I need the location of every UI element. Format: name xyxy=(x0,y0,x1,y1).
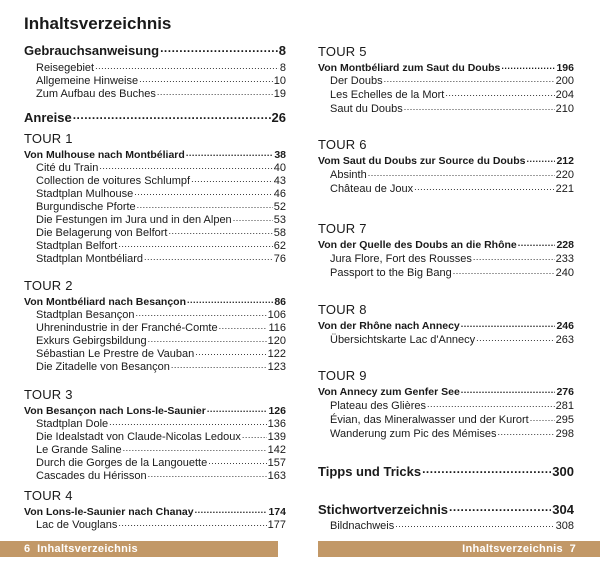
footer-page-label: 6 Inhaltsverzeichnis xyxy=(24,543,138,555)
toc-entry-stichwortverzeichnis[interactable] xyxy=(318,501,574,517)
leader-dots xyxy=(157,86,273,97)
toc-entry-label: Sébastian Le Prestre de Vauban xyxy=(36,348,195,360)
toc-entry-label: Anreise xyxy=(24,110,72,125)
tour-label: TOUR 8 xyxy=(318,302,367,317)
leader-dots xyxy=(95,60,279,71)
leader-dots xyxy=(368,167,555,178)
toc-entry-anreise[interactable] xyxy=(24,109,286,125)
toc-page-number: 228 xyxy=(556,238,574,251)
toc-page-number: 177 xyxy=(267,519,286,531)
toc-entry-label: Burgundische Pforte xyxy=(36,201,136,213)
toc-subentry[interactable] xyxy=(24,199,286,213)
toc-entry-label: Zum Aufbau des Buches xyxy=(36,88,156,100)
toc-page-number: 210 xyxy=(555,103,574,115)
toc-entry-label: Von der Rhône nach Annecy xyxy=(318,319,460,332)
toc-entry-label: Passport to the Big Bang xyxy=(330,267,452,279)
toc-page-number: 43 xyxy=(273,175,286,187)
toc-subentry[interactable] xyxy=(318,167,574,181)
toc-subentry[interactable] xyxy=(318,412,574,426)
leader-dots xyxy=(473,251,555,262)
toc-entry-label: Bildnachweis xyxy=(330,520,395,532)
toc-subentry[interactable] xyxy=(318,87,574,101)
toc-tour-heading[interactable] xyxy=(318,153,574,167)
leader-dots xyxy=(148,333,267,344)
tour-label: TOUR 3 xyxy=(24,387,73,402)
toc-entry-tipps[interactable] xyxy=(318,463,574,479)
leader-dots xyxy=(384,73,555,84)
leader-dots xyxy=(395,518,554,529)
toc-entry-label: Von Montbéliard nach Besançon xyxy=(24,295,186,308)
toc-entry-label: Von Annecy zum Genfer See xyxy=(318,385,460,398)
toc-page-number: 212 xyxy=(556,154,574,167)
leader-dots xyxy=(195,346,266,357)
toc-page-number: 62 xyxy=(273,240,286,252)
toc-page-number: 40 xyxy=(273,162,286,174)
toc-tour-heading[interactable] xyxy=(24,504,286,518)
toc-entry-label: Jura Flore, Fort des Rousses xyxy=(330,253,472,265)
toc-tour-heading[interactable] xyxy=(318,318,574,332)
toc-subentry[interactable] xyxy=(24,60,286,74)
toc-subentry[interactable] xyxy=(24,455,286,469)
toc-page-number: 163 xyxy=(267,470,286,482)
toc-entry-label: Cascades du Hérisson xyxy=(36,470,147,482)
page-title: Inhaltsverzeichnis xyxy=(24,14,172,33)
toc-page-number: 298 xyxy=(555,428,574,440)
toc-subentry[interactable] xyxy=(24,320,286,334)
toc-subentry[interactable] xyxy=(24,359,286,373)
leader-dots xyxy=(171,359,267,370)
toc-subentry[interactable] xyxy=(24,517,286,531)
toc-page-number: 281 xyxy=(555,400,574,412)
toc-page-number: 46 xyxy=(273,188,286,200)
leader-dots xyxy=(530,412,555,423)
toc-page-number: 221 xyxy=(555,183,574,195)
tour-label: TOUR 4 xyxy=(24,488,73,503)
toc-entry-label: Tipps und Tricks xyxy=(318,464,422,479)
toc-page-number: 120 xyxy=(267,335,286,347)
toc-entry-label: Übersichtskarte Lac d'Annecy xyxy=(330,334,476,346)
toc-page-number: 263 xyxy=(555,334,574,346)
toc-entry-label: Absinth xyxy=(330,169,367,181)
leader-dots xyxy=(195,504,268,515)
leader-dots xyxy=(461,384,556,395)
toc-subentry[interactable] xyxy=(24,251,286,265)
toc-entry-label: Durch die Gorges de la Langouette xyxy=(36,457,208,469)
toc-entry-label: Exkurs Gebirgsbildung xyxy=(36,335,147,347)
toc-tour-heading[interactable] xyxy=(318,384,574,398)
toc-subentry[interactable] xyxy=(24,416,286,430)
toc-entry-label: Allgemeine Hinweise xyxy=(36,75,139,87)
toc-entry-label: Stadtplan Belfort xyxy=(36,240,118,252)
toc-entry-label: Stichwortverzeichnis xyxy=(318,502,449,517)
footer-bar-right xyxy=(318,541,600,557)
toc-page-number: 10 xyxy=(273,75,286,87)
leader-dots xyxy=(186,147,274,158)
toc-entry-label: Von Mulhouse nach Montbéliard xyxy=(24,148,185,161)
toc-page-number: 8 xyxy=(279,62,286,74)
toc-tour-heading[interactable] xyxy=(24,147,286,161)
toc-page-number: 304 xyxy=(552,502,574,517)
tour-label: TOUR 2 xyxy=(24,278,73,293)
leader-dots xyxy=(526,153,555,164)
toc-entry-gebrauchsanweisung[interactable] xyxy=(24,42,286,58)
toc-page-number: 174 xyxy=(268,505,286,518)
toc-subentry[interactable] xyxy=(24,333,286,347)
toc-subentry[interactable] xyxy=(318,426,574,440)
footer-page-label: Inhaltsverzeichnis 7 xyxy=(462,543,576,555)
toc-subentry[interactable] xyxy=(318,398,574,412)
toc-page-number: 126 xyxy=(268,404,286,417)
leader-dots xyxy=(99,160,272,171)
toc-tour-heading[interactable] xyxy=(24,294,286,308)
leader-dots xyxy=(461,318,556,329)
toc-page-number: 246 xyxy=(556,319,574,332)
toc-tour-heading[interactable] xyxy=(24,403,286,417)
toc-subentry[interactable] xyxy=(318,101,574,115)
leader-dots xyxy=(414,181,554,192)
toc-page-number: 142 xyxy=(267,444,286,456)
toc-page-number: 200 xyxy=(555,75,574,87)
toc-subentry[interactable] xyxy=(318,251,574,265)
toc-entry-label: Vom Saut du Doubs zur Source du Doubs xyxy=(318,154,526,167)
toc-subentry[interactable] xyxy=(318,73,574,87)
leader-dots xyxy=(134,186,273,197)
toc-page-number: 308 xyxy=(555,520,574,532)
toc-entry-label: Évian, das Mineralwasser und der Kurort xyxy=(330,414,529,426)
toc-tour-heading[interactable] xyxy=(318,237,574,251)
toc-entry-label: Plateau des Glières xyxy=(330,400,426,412)
toc-page-number: 300 xyxy=(552,464,574,479)
toc-page-number: 122 xyxy=(267,348,286,360)
toc-page-number: 136 xyxy=(267,418,286,430)
leader-dots xyxy=(476,332,554,343)
leader-dots xyxy=(123,442,267,453)
toc-entry-label: Von Besançon nach Lons-le-Saunier xyxy=(24,404,206,417)
toc-subentry[interactable] xyxy=(318,181,574,195)
toc-entry-label: Stadtplan Mulhouse xyxy=(36,188,134,200)
toc-entry-label: Le Grande Saline xyxy=(36,444,122,456)
leader-dots xyxy=(422,463,551,476)
toc-subentry[interactable] xyxy=(24,86,286,100)
leader-dots xyxy=(404,101,555,112)
toc-entry-label: Die Zitadelle von Besançon xyxy=(36,361,170,373)
toc-entry-label: Uhrenindustrie in der Franché-Comte xyxy=(36,322,218,334)
toc-entry-label: Der Doubs xyxy=(330,75,383,87)
leader-dots xyxy=(501,60,555,71)
toc-subentry[interactable] xyxy=(24,238,286,252)
toc-entry-label: Saut du Doubs xyxy=(330,103,403,115)
toc-entry-label: Château de Joux xyxy=(330,183,414,195)
tour-label: TOUR 6 xyxy=(318,137,367,152)
toc-page-number: 38 xyxy=(274,148,286,161)
toc-entry-label: Von Lons-le-Saunier nach Chanay xyxy=(24,505,194,518)
toc-subentry[interactable] xyxy=(24,468,286,482)
toc-page-number: 123 xyxy=(267,361,286,373)
leader-dots xyxy=(139,73,273,84)
toc-entry-label: Von der Quelle des Doubs an die Rhône xyxy=(318,238,517,251)
toc-subentry[interactable] xyxy=(24,225,286,239)
leader-dots xyxy=(160,42,278,55)
toc-entry-label: Die Festungen im Jura und in den Alpen xyxy=(36,214,232,226)
tour-label: TOUR 5 xyxy=(318,44,367,59)
leader-dots xyxy=(208,455,266,466)
toc-page-number: 53 xyxy=(273,214,286,226)
leader-dots xyxy=(242,429,267,440)
toc-page-number: 116 xyxy=(268,322,286,334)
toc-page-number: 19 xyxy=(273,88,286,100)
toc-page-number: 233 xyxy=(555,253,574,265)
leader-dots xyxy=(109,416,266,427)
toc-page-number: 58 xyxy=(273,227,286,239)
toc-page-number: 52 xyxy=(273,201,286,213)
toc-entry-label: Stadtplan Montbéliard xyxy=(36,253,144,265)
leader-dots xyxy=(449,501,551,514)
toc-subentry[interactable] xyxy=(318,518,574,532)
toc-page-number: 157 xyxy=(267,457,286,469)
toc-page-number: 295 xyxy=(555,414,574,426)
leader-dots xyxy=(144,251,273,262)
toc-entry-label: Stadtplan Dole xyxy=(36,418,109,430)
toc-entry-label: Cité du Train xyxy=(36,162,99,174)
toc-page-number: 106 xyxy=(267,309,286,321)
leader-dots xyxy=(518,237,556,248)
toc-entry-label: Collection de voitures Schlumpf xyxy=(36,175,191,187)
leader-dots xyxy=(137,199,273,210)
toc-subentry[interactable] xyxy=(24,346,286,360)
toc-subentry[interactable] xyxy=(318,265,574,279)
toc-entry-label: Stadtplan Besançon xyxy=(36,309,135,321)
toc-entry-label: Von Montbéliard zum Saut du Doubs xyxy=(318,61,501,74)
toc-page-number: 276 xyxy=(556,385,574,398)
leader-dots xyxy=(118,517,266,528)
tour-label: TOUR 1 xyxy=(24,131,73,146)
toc-tour-heading[interactable] xyxy=(318,60,574,74)
toc-subentry[interactable] xyxy=(24,173,286,187)
toc-entry-label: Gebrauchsanweisung xyxy=(24,43,160,58)
toc-entry-label: Die Belagerung von Belfort xyxy=(36,227,168,239)
toc-entry-label: Die Idealstadt von Claude-Nicolas Ledoux xyxy=(36,431,241,443)
leader-dots xyxy=(187,294,273,305)
toc-page-number: 196 xyxy=(556,61,574,74)
toc-entry-label: Reisegebiet xyxy=(36,62,95,74)
toc-subentry[interactable] xyxy=(24,73,286,87)
leader-dots xyxy=(168,225,272,236)
toc-page-number: 204 xyxy=(555,89,574,101)
toc-subentry[interactable] xyxy=(24,186,286,200)
toc-page-number: 240 xyxy=(555,267,574,279)
leader-dots xyxy=(73,109,271,122)
footer-bar-left xyxy=(0,541,278,557)
toc-page-number: 86 xyxy=(274,295,286,308)
toc-page-number: 220 xyxy=(555,169,574,181)
leader-dots xyxy=(191,173,273,184)
leader-dots xyxy=(233,212,273,223)
leader-dots xyxy=(219,320,268,331)
leader-dots xyxy=(207,403,268,414)
toc-subentry[interactable] xyxy=(24,212,286,226)
toc-page-number: 26 xyxy=(271,110,286,125)
toc-entry-label: Wanderung zum Pic des Mémises xyxy=(330,428,497,440)
leader-dots xyxy=(148,468,267,479)
toc-entry-label: Les Echelles de la Mort xyxy=(330,89,445,101)
leader-dots xyxy=(427,398,555,409)
toc-subentry[interactable] xyxy=(24,442,286,456)
toc-entry-label: Lac de Vouglans xyxy=(36,519,118,531)
leader-dots xyxy=(118,238,272,249)
leader-dots xyxy=(498,426,555,437)
toc-subentry[interactable] xyxy=(318,332,574,346)
tour-label: TOUR 7 xyxy=(318,221,367,236)
leader-dots xyxy=(453,265,555,276)
toc-page-number: 76 xyxy=(273,253,286,265)
toc-subentry[interactable] xyxy=(24,160,286,174)
tour-label: TOUR 9 xyxy=(318,368,367,383)
toc-subentry[interactable] xyxy=(24,307,286,321)
toc-page-number: 139 xyxy=(267,431,286,443)
leader-dots xyxy=(445,87,554,98)
leader-dots xyxy=(135,307,266,318)
toc-subentry[interactable] xyxy=(24,429,286,443)
toc-page-number: 8 xyxy=(278,43,286,58)
